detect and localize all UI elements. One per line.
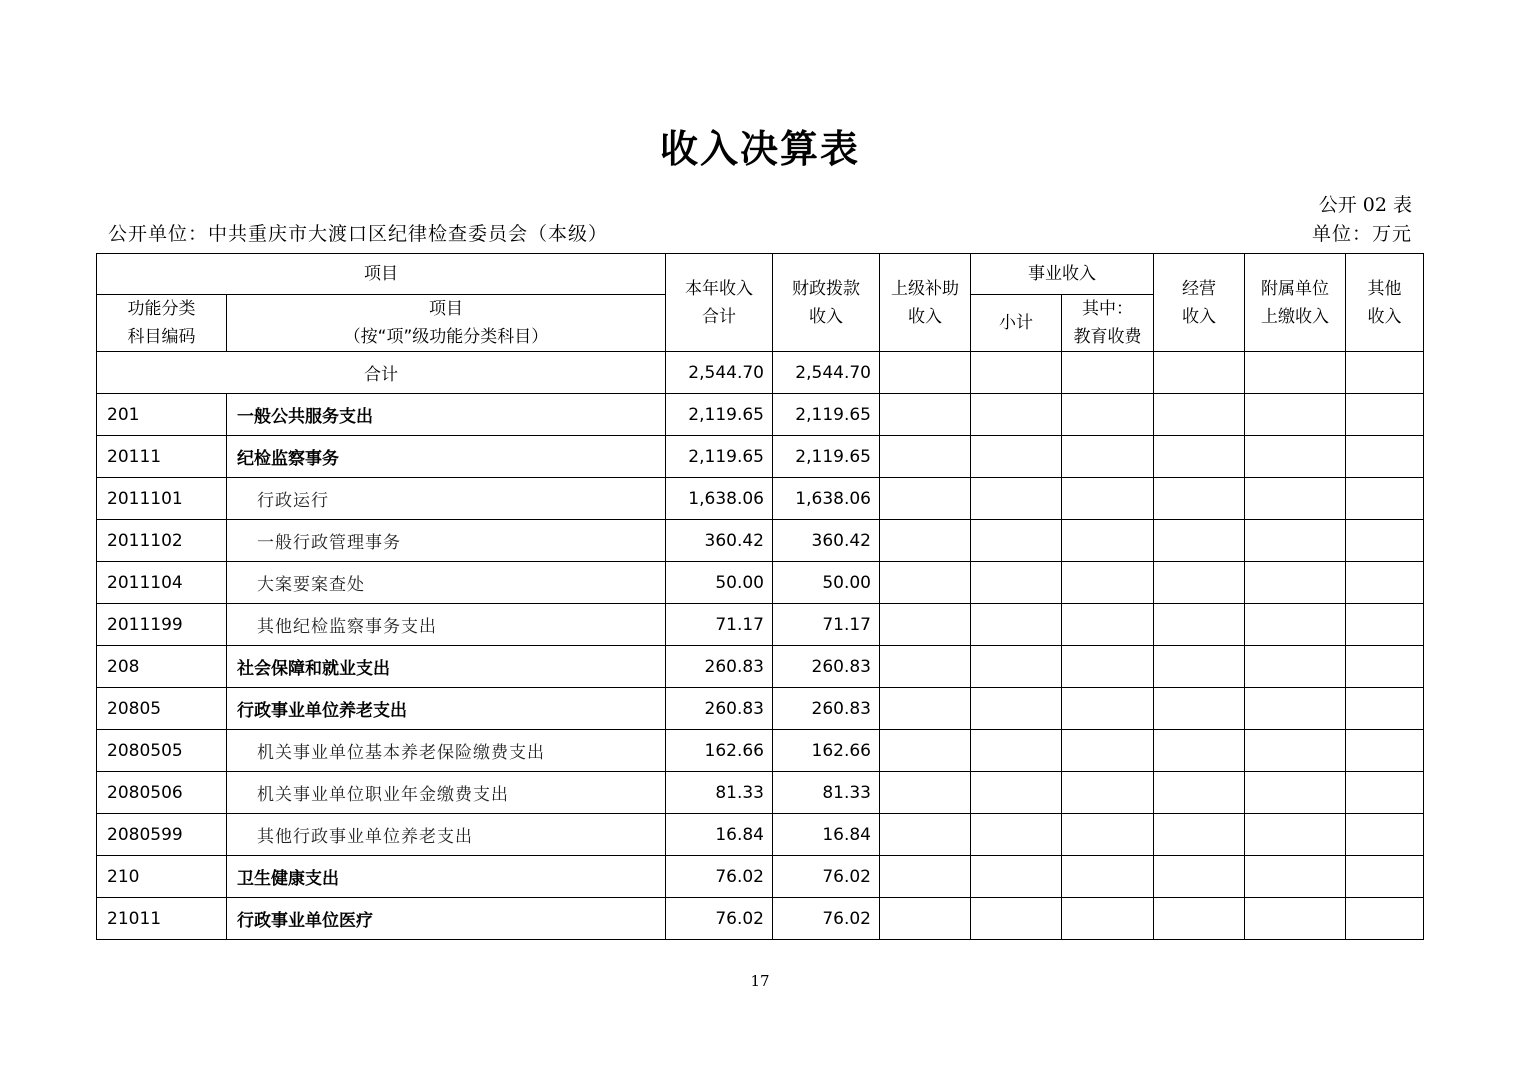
empty-cell — [971, 730, 1062, 772]
row-total-income: 50.00 — [666, 562, 773, 604]
empty-cell — [1245, 856, 1346, 898]
empty-cell — [1245, 772, 1346, 814]
row-total-income: 76.02 — [666, 898, 773, 940]
header-item-name — [227, 295, 666, 352]
row-fiscal: 16.84 — [773, 814, 880, 856]
row-code: 2080599 — [97, 814, 227, 856]
row-total-income: 1,638.06 — [666, 478, 773, 520]
empty-cell — [1154, 604, 1245, 646]
row-fiscal: 162.66 — [773, 730, 880, 772]
header-row-1 — [97, 254, 1424, 295]
empty-cell — [1154, 436, 1245, 478]
empty-cell — [1154, 856, 1245, 898]
row-name: 其他纪检监察事务支出 — [227, 604, 666, 646]
row-total-income: 71.17 — [666, 604, 773, 646]
row-name: 机关事业单位基本养老保险缴费支出 — [227, 730, 666, 772]
row-code: 21011 — [97, 898, 227, 940]
row-fiscal: 2,119.65 — [773, 394, 880, 436]
empty-cell — [1062, 688, 1154, 730]
row-name: 社会保障和就业支出 — [227, 646, 666, 688]
empty-cell — [1346, 688, 1424, 730]
total-row — [97, 352, 1424, 394]
empty-cell — [880, 730, 971, 772]
empty-cell — [971, 688, 1062, 730]
row-total-income: 260.83 — [666, 688, 773, 730]
empty-cell — [1062, 520, 1154, 562]
row-name: 卫生健康支出 — [227, 856, 666, 898]
header-other-line2: 收入 — [1367, 306, 1402, 327]
header-item-name-line1: 项目 — [429, 299, 463, 319]
row-fiscal: 260.83 — [773, 688, 880, 730]
empty-cell — [880, 688, 971, 730]
empty-cell — [971, 604, 1062, 646]
empty-cell — [1245, 520, 1346, 562]
header-superior — [880, 254, 971, 352]
empty-cell — [971, 478, 1062, 520]
table-row — [97, 772, 1424, 814]
row-total-income: 81.33 — [666, 772, 773, 814]
reporting-unit: 公开单位：中共重庆市大渡口区纪律检查委员会（本级） — [108, 223, 609, 245]
empty-cell — [971, 646, 1062, 688]
row-code: 20805 — [97, 688, 227, 730]
row-total-income: 76.02 — [666, 856, 773, 898]
total-income-value: 2,544.70 — [666, 352, 773, 394]
empty-cell — [971, 898, 1062, 940]
empty-cell — [971, 394, 1062, 436]
header-total-income-line1: 本年收入 — [685, 278, 753, 299]
header-item-name-line2: （按“项”级功能分类科目） — [343, 327, 549, 347]
form-number: 公开 02 表 — [1318, 194, 1412, 216]
table-row — [97, 436, 1424, 478]
header-total-income-line2: 合计 — [702, 306, 736, 327]
row-total-income: 2,119.65 — [666, 436, 773, 478]
header-career-edu-line1: 其中： — [1082, 299, 1133, 319]
empty-cell — [880, 436, 971, 478]
row-code: 2011102 — [97, 520, 227, 562]
row-name: 行政事业单位养老支出 — [227, 688, 666, 730]
row-fiscal: 76.02 — [773, 898, 880, 940]
empty-cell — [880, 394, 971, 436]
header-superior-line2: 收入 — [908, 306, 942, 327]
header-func-code-line1: 功能分类 — [127, 299, 196, 319]
row-name: 机关事业单位职业年金缴费支出 — [227, 772, 666, 814]
empty-cell — [1154, 562, 1245, 604]
row-fiscal: 1,638.06 — [773, 478, 880, 520]
empty-cell — [1346, 772, 1424, 814]
header-superior-line1: 上级补助 — [891, 278, 959, 299]
empty-cell — [1062, 352, 1154, 394]
row-fiscal: 76.02 — [773, 856, 880, 898]
table-row — [97, 394, 1424, 436]
empty-cell — [880, 646, 971, 688]
header-operating — [1154, 254, 1245, 352]
row-name: 行政事业单位医疗 — [227, 898, 666, 940]
empty-cell — [1245, 604, 1346, 646]
table-body — [97, 352, 1424, 940]
unit-of-measure: 单位：万元 — [1311, 223, 1412, 245]
empty-cell — [1245, 898, 1346, 940]
empty-cell — [1346, 520, 1424, 562]
row-code: 208 — [97, 646, 227, 688]
row-code: 20111 — [97, 436, 227, 478]
empty-cell — [971, 520, 1062, 562]
empty-cell — [1062, 814, 1154, 856]
header-func-code-line2: 科目编码 — [127, 327, 196, 347]
empty-cell — [880, 856, 971, 898]
table-row — [97, 646, 1424, 688]
income-statement-table — [96, 253, 1424, 940]
empty-cell — [880, 352, 971, 394]
table-row — [97, 604, 1424, 646]
header-operating-line2: 收入 — [1182, 306, 1216, 327]
empty-cell — [1154, 352, 1245, 394]
empty-cell — [1062, 856, 1154, 898]
row-total-income: 360.42 — [666, 520, 773, 562]
page-number: 17 — [750, 972, 770, 990]
empty-cell — [1062, 730, 1154, 772]
empty-cell — [1245, 814, 1346, 856]
empty-cell — [1346, 814, 1424, 856]
row-name: 纪检监察事务 — [227, 436, 666, 478]
table-row — [97, 478, 1424, 520]
table-row — [97, 688, 1424, 730]
row-fiscal: 2,119.65 — [773, 436, 880, 478]
header-fiscal-line2: 收入 — [809, 306, 843, 327]
empty-cell — [971, 562, 1062, 604]
table-row — [97, 898, 1424, 940]
row-code: 2080505 — [97, 730, 227, 772]
row-code: 2080506 — [97, 772, 227, 814]
empty-cell — [1154, 478, 1245, 520]
total-label: 合计 — [97, 352, 666, 394]
empty-cell — [971, 436, 1062, 478]
empty-cell — [880, 604, 971, 646]
empty-cell — [1346, 856, 1424, 898]
empty-cell — [1245, 394, 1346, 436]
empty-cell — [1062, 772, 1154, 814]
header-career-edu-line2: 教育收费 — [1073, 327, 1142, 347]
header-affiliated-line2: 上缴收入 — [1261, 306, 1329, 327]
empty-cell — [880, 814, 971, 856]
empty-cell — [880, 772, 971, 814]
empty-cell — [1346, 562, 1424, 604]
empty-cell — [1154, 814, 1245, 856]
empty-cell — [1346, 646, 1424, 688]
empty-cell — [1245, 436, 1346, 478]
empty-cell — [1346, 730, 1424, 772]
table-row — [97, 730, 1424, 772]
header-fiscal — [773, 254, 880, 352]
row-fiscal: 260.83 — [773, 646, 880, 688]
row-fiscal: 360.42 — [773, 520, 880, 562]
empty-cell — [1062, 646, 1154, 688]
empty-cell — [1062, 394, 1154, 436]
row-code: 2011104 — [97, 562, 227, 604]
header-affiliated — [1245, 254, 1346, 352]
row-name: 大案要案查处 — [227, 562, 666, 604]
row-name: 一般公共服务支出 — [227, 394, 666, 436]
empty-cell — [1154, 730, 1245, 772]
row-total-income: 162.66 — [666, 730, 773, 772]
row-name: 其他行政事业单位养老支出 — [227, 814, 666, 856]
header-affiliated-line1: 附属单位 — [1261, 278, 1329, 299]
empty-cell — [1245, 646, 1346, 688]
empty-cell — [971, 772, 1062, 814]
empty-cell — [1154, 520, 1245, 562]
header-item: 项目 — [97, 254, 666, 295]
empty-cell — [1245, 352, 1346, 394]
empty-cell — [971, 814, 1062, 856]
empty-cell — [1062, 562, 1154, 604]
empty-cell — [880, 562, 971, 604]
page-title: 收入决算表 — [659, 127, 860, 171]
table-row — [97, 520, 1424, 562]
row-total-income: 260.83 — [666, 646, 773, 688]
row-name: 行政运行 — [227, 478, 666, 520]
empty-cell — [1245, 478, 1346, 520]
empty-cell — [1346, 352, 1424, 394]
row-fiscal: 81.33 — [773, 772, 880, 814]
row-code: 2011101 — [97, 478, 227, 520]
empty-cell — [1062, 604, 1154, 646]
header-total-income — [666, 254, 773, 352]
empty-cell — [1154, 394, 1245, 436]
header-fiscal-line1: 财政拨款 — [792, 278, 860, 299]
row-code: 2011199 — [97, 604, 227, 646]
empty-cell — [971, 352, 1062, 394]
empty-cell — [1154, 772, 1245, 814]
row-name: 一般行政管理事务 — [227, 520, 666, 562]
row-code: 210 — [97, 856, 227, 898]
empty-cell — [880, 520, 971, 562]
empty-cell — [880, 478, 971, 520]
empty-cell — [1346, 898, 1424, 940]
header-career-edu — [1062, 295, 1154, 352]
header-other — [1346, 254, 1424, 352]
table-row — [97, 814, 1424, 856]
row-fiscal: 71.17 — [773, 604, 880, 646]
table-row — [97, 856, 1424, 898]
empty-cell — [1346, 436, 1424, 478]
empty-cell — [1245, 562, 1346, 604]
header-func-code — [97, 295, 227, 352]
empty-cell — [1154, 646, 1245, 688]
empty-cell — [1062, 478, 1154, 520]
header-career: 事业收入 — [971, 254, 1154, 295]
empty-cell — [971, 856, 1062, 898]
empty-cell — [1346, 394, 1424, 436]
empty-cell — [1062, 436, 1154, 478]
header-operating-line1: 经营 — [1182, 278, 1216, 299]
row-code: 201 — [97, 394, 227, 436]
empty-cell — [880, 898, 971, 940]
row-fiscal: 50.00 — [773, 562, 880, 604]
empty-cell — [1245, 730, 1346, 772]
empty-cell — [1062, 898, 1154, 940]
empty-cell — [1154, 688, 1245, 730]
row-total-income: 16.84 — [666, 814, 773, 856]
empty-cell — [1346, 478, 1424, 520]
empty-cell — [1245, 688, 1346, 730]
header-career-subtotal: 小计 — [971, 295, 1062, 352]
row-total-income: 2,119.65 — [666, 394, 773, 436]
total-fiscal-value: 2,544.70 — [773, 352, 880, 394]
table-row — [97, 562, 1424, 604]
header-other-line1: 其他 — [1367, 278, 1402, 299]
empty-cell — [1154, 898, 1245, 940]
empty-cell — [1346, 604, 1424, 646]
